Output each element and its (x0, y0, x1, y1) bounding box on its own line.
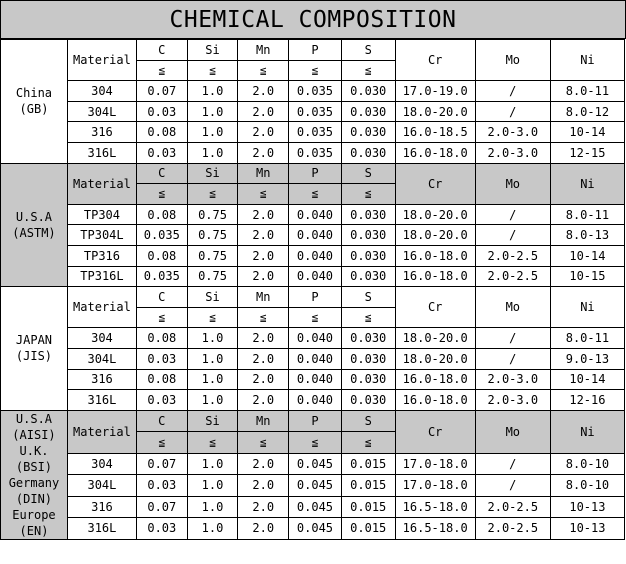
material-cell: 304L (67, 475, 136, 497)
value-s: 0.030 (341, 369, 395, 390)
group-header-row (1, 163, 625, 184)
table-row (1, 518, 625, 540)
value-ni: 8.0-13 (550, 225, 624, 246)
value-si: 1.0 (187, 496, 238, 518)
value-p: 0.035 (289, 81, 342, 102)
table-row (1, 266, 625, 287)
value-s: 0.030 (341, 328, 395, 349)
value-ni: 8.0-10 (550, 453, 624, 475)
region-line: (AISI) (12, 427, 56, 442)
value-cr: 16.0-18.5 (395, 122, 475, 143)
element-header-c: C (136, 163, 187, 184)
max-limit-symbol: ≦ (238, 307, 289, 328)
value-si: 1.0 (187, 101, 238, 122)
region-line: U.S.A (15, 411, 53, 426)
material-cell: TP316L (67, 266, 136, 287)
value-si: 1.0 (187, 348, 238, 369)
element-header-mn: Mn (238, 163, 289, 184)
value-c: 0.07 (136, 453, 187, 475)
value-ni: 8.0-11 (550, 81, 624, 102)
value-cr: 16.5-18.0 (395, 496, 475, 518)
region-line: (ASTM) (12, 225, 56, 240)
ni-header: Ni (550, 287, 624, 328)
value-mn: 2.0 (238, 348, 289, 369)
value-c: 0.08 (136, 328, 187, 349)
value-mn: 2.0 (238, 518, 289, 540)
value-mn: 2.0 (238, 369, 289, 390)
region-label (1, 410, 68, 539)
value-mn: 2.0 (238, 453, 289, 475)
value-cr: 17.0-18.0 (395, 475, 475, 497)
value-p: 0.035 (289, 142, 342, 163)
value-c: 0.07 (136, 496, 187, 518)
value-si: 1.0 (187, 369, 238, 390)
element-header-c: C (136, 410, 187, 432)
value-mo: 2.0-3.0 (475, 142, 550, 163)
value-mo: 2.0-3.0 (475, 122, 550, 143)
value-si: 1.0 (187, 122, 238, 143)
material-cell: 304 (67, 453, 136, 475)
value-p: 0.045 (289, 496, 342, 518)
value-c: 0.03 (136, 390, 187, 411)
mo-header: Mo (475, 410, 550, 453)
element-header-s: S (341, 287, 395, 308)
value-mo: / (475, 348, 550, 369)
value-si: 1.0 (187, 328, 238, 349)
value-mo: / (475, 81, 550, 102)
value-p: 0.035 (289, 122, 342, 143)
table-row (1, 475, 625, 497)
value-mo: 2.0-3.0 (475, 369, 550, 390)
value-mn: 2.0 (238, 266, 289, 287)
value-si: 1.0 (187, 518, 238, 540)
value-c: 0.08 (136, 122, 187, 143)
value-mo: / (475, 225, 550, 246)
material-cell: 304L (67, 101, 136, 122)
value-s: 0.030 (341, 266, 395, 287)
ni-header: Ni (550, 163, 624, 204)
max-limit-symbol: ≦ (136, 60, 187, 81)
value-ni: 10-13 (550, 518, 624, 540)
value-ni: 8.0-11 (550, 328, 624, 349)
value-s: 0.030 (341, 142, 395, 163)
value-ni: 8.0-12 (550, 101, 624, 122)
table-row (1, 390, 625, 411)
element-header-p: P (289, 410, 342, 432)
value-ni: 9.0-13 (550, 348, 624, 369)
max-limit-symbol: ≦ (289, 432, 342, 454)
value-mo: / (475, 204, 550, 225)
material-cell: 316 (67, 122, 136, 143)
value-s: 0.030 (341, 81, 395, 102)
element-header-mn: Mn (238, 40, 289, 61)
region-line: Germany (8, 475, 60, 490)
value-si: 1.0 (187, 390, 238, 411)
value-si: 1.0 (187, 142, 238, 163)
material-cell: TP304L (67, 225, 136, 246)
value-s: 0.015 (341, 475, 395, 497)
value-ni: 10-14 (550, 245, 624, 266)
material-header: Material (67, 410, 136, 453)
value-mn: 2.0 (238, 245, 289, 266)
value-cr: 16.5-18.0 (395, 518, 475, 540)
value-ni: 10-15 (550, 266, 624, 287)
value-mo: 2.0-2.5 (475, 496, 550, 518)
table-row (1, 453, 625, 475)
value-cr: 17.0-19.0 (395, 81, 475, 102)
value-p: 0.040 (289, 369, 342, 390)
page-title: CHEMICAL COMPOSITION (0, 0, 626, 39)
max-limit-symbol: ≦ (289, 60, 342, 81)
value-c: 0.03 (136, 518, 187, 540)
value-p: 0.040 (289, 266, 342, 287)
element-header-s: S (341, 163, 395, 184)
material-cell: TP316 (67, 245, 136, 266)
value-p: 0.040 (289, 328, 342, 349)
region-line: Europe (12, 507, 56, 522)
max-limit-symbol: ≦ (136, 307, 187, 328)
value-c: 0.03 (136, 101, 187, 122)
value-c: 0.03 (136, 475, 187, 497)
group-header-row (1, 287, 625, 308)
cr-header: Cr (395, 40, 475, 81)
value-cr: 16.0-18.0 (395, 142, 475, 163)
value-s: 0.030 (341, 101, 395, 122)
value-s: 0.030 (341, 348, 395, 369)
value-mn: 2.0 (238, 328, 289, 349)
value-c: 0.07 (136, 81, 187, 102)
table-row (1, 496, 625, 518)
value-p: 0.045 (289, 475, 342, 497)
value-s: 0.030 (341, 245, 395, 266)
material-header: Material (67, 40, 136, 81)
value-p: 0.040 (289, 348, 342, 369)
value-p: 0.040 (289, 390, 342, 411)
element-header-p: P (289, 40, 342, 61)
value-mn: 2.0 (238, 390, 289, 411)
value-cr: 16.0-18.0 (395, 369, 475, 390)
mo-header: Mo (475, 287, 550, 328)
value-s: 0.015 (341, 518, 395, 540)
value-cr: 18.0-20.0 (395, 348, 475, 369)
value-c: 0.035 (136, 266, 187, 287)
value-cr: 18.0-20.0 (395, 225, 475, 246)
cr-header: Cr (395, 163, 475, 204)
material-cell: 304L (67, 348, 136, 369)
region-lines (1, 411, 67, 539)
region-lines (1, 209, 67, 241)
cr-header: Cr (395, 410, 475, 453)
value-cr: 16.0-18.0 (395, 390, 475, 411)
value-mn: 2.0 (238, 142, 289, 163)
table-row (1, 101, 625, 122)
value-s: 0.015 (341, 496, 395, 518)
region-line: U.K. (19, 443, 49, 458)
table-row (1, 328, 625, 349)
value-s: 0.030 (341, 225, 395, 246)
value-si: 0.75 (187, 245, 238, 266)
value-mn: 2.0 (238, 225, 289, 246)
value-c: 0.035 (136, 225, 187, 246)
ni-header: Ni (550, 410, 624, 453)
value-p: 0.040 (289, 225, 342, 246)
element-header-mn: Mn (238, 410, 289, 432)
max-limit-symbol: ≦ (136, 432, 187, 454)
value-s: 0.030 (341, 390, 395, 411)
material-cell: TP304 (67, 204, 136, 225)
value-ni: 8.0-11 (550, 204, 624, 225)
material-cell: 304 (67, 328, 136, 349)
element-header-si: Si (187, 163, 238, 184)
value-si: 0.75 (187, 266, 238, 287)
max-limit-symbol: ≦ (187, 184, 238, 205)
mo-header: Mo (475, 40, 550, 81)
value-cr: 16.0-18.0 (395, 266, 475, 287)
ni-header: Ni (550, 40, 624, 81)
group-header-row (1, 410, 625, 432)
value-cr: 18.0-20.0 (395, 328, 475, 349)
value-ni: 10-14 (550, 122, 624, 143)
value-cr: 16.0-18.0 (395, 245, 475, 266)
region-lines (1, 85, 67, 117)
cr-header: Cr (395, 287, 475, 328)
value-cr: 18.0-20.0 (395, 204, 475, 225)
value-mo: 2.0-2.5 (475, 266, 550, 287)
region-line: (GB) (19, 102, 49, 117)
value-mn: 2.0 (238, 101, 289, 122)
material-cell: 316 (67, 369, 136, 390)
value-c: 0.08 (136, 245, 187, 266)
table-row (1, 245, 625, 266)
table-row (1, 369, 625, 390)
table-row (1, 122, 625, 143)
max-limit-symbol: ≦ (341, 60, 395, 81)
max-limit-symbol: ≦ (341, 307, 395, 328)
value-c: 0.03 (136, 348, 187, 369)
max-limit-symbol: ≦ (187, 60, 238, 81)
value-si: 1.0 (187, 475, 238, 497)
value-si: 1.0 (187, 453, 238, 475)
material-cell: 316L (67, 518, 136, 540)
table-row (1, 225, 625, 246)
material-cell: 316L (67, 142, 136, 163)
material-cell: 304 (67, 81, 136, 102)
value-mn: 2.0 (238, 475, 289, 497)
value-si: 0.75 (187, 204, 238, 225)
value-p: 0.035 (289, 101, 342, 122)
region-line: (JIS) (15, 349, 53, 364)
value-mn: 2.0 (238, 204, 289, 225)
max-limit-symbol: ≦ (136, 184, 187, 205)
value-mo: / (475, 453, 550, 475)
value-si: 1.0 (187, 81, 238, 102)
region-line: (BSI) (15, 459, 53, 474)
value-ni: 8.0-10 (550, 475, 624, 497)
region-line: JAPAN (15, 333, 53, 348)
region-line: China (15, 86, 53, 101)
value-c: 0.03 (136, 142, 187, 163)
max-limit-symbol: ≦ (289, 307, 342, 328)
element-header-si: Si (187, 287, 238, 308)
group-header-row (1, 40, 625, 61)
element-header-si: Si (187, 410, 238, 432)
value-si: 0.75 (187, 225, 238, 246)
value-cr: 17.0-18.0 (395, 453, 475, 475)
value-mn: 2.0 (238, 81, 289, 102)
value-mo: 2.0-2.5 (475, 245, 550, 266)
value-mn: 2.0 (238, 122, 289, 143)
material-header: Material (67, 287, 136, 328)
value-mo: 2.0-2.5 (475, 518, 550, 540)
value-s: 0.015 (341, 453, 395, 475)
element-header-p: P (289, 163, 342, 184)
element-header-c: C (136, 40, 187, 61)
table-row (1, 348, 625, 369)
element-header-s: S (341, 40, 395, 61)
max-limit-symbol: ≦ (341, 184, 395, 205)
composition-table-body (1, 40, 625, 540)
value-cr: 18.0-20.0 (395, 101, 475, 122)
value-c: 0.08 (136, 369, 187, 390)
table-row (1, 81, 625, 102)
region-lines (1, 332, 67, 364)
element-header-p: P (289, 287, 342, 308)
table-row (1, 204, 625, 225)
region-line: (DIN) (15, 491, 53, 506)
value-p: 0.045 (289, 453, 342, 475)
value-c: 0.08 (136, 204, 187, 225)
value-ni: 12-16 (550, 390, 624, 411)
element-header-s: S (341, 410, 395, 432)
value-ni: 10-13 (550, 496, 624, 518)
value-mo: / (475, 101, 550, 122)
value-p: 0.040 (289, 245, 342, 266)
max-limit-symbol: ≦ (238, 184, 289, 205)
element-header-c: C (136, 287, 187, 308)
value-mo: / (475, 475, 550, 497)
region-label (1, 287, 68, 411)
max-limit-symbol: ≦ (187, 307, 238, 328)
max-limit-symbol: ≦ (341, 432, 395, 454)
max-limit-symbol: ≦ (289, 184, 342, 205)
value-mn: 2.0 (238, 496, 289, 518)
value-s: 0.030 (341, 204, 395, 225)
value-p: 0.040 (289, 204, 342, 225)
mo-header: Mo (475, 163, 550, 204)
value-s: 0.030 (341, 122, 395, 143)
max-limit-symbol: ≦ (238, 432, 289, 454)
value-ni: 12-15 (550, 142, 624, 163)
region-line: U.S.A (15, 209, 53, 224)
value-mo: 2.0-3.0 (475, 390, 550, 411)
region-line: (EN) (19, 523, 49, 538)
composition-table (0, 39, 625, 540)
max-limit-symbol: ≦ (238, 60, 289, 81)
value-ni: 10-14 (550, 369, 624, 390)
value-p: 0.045 (289, 518, 342, 540)
material-cell: 316 (67, 496, 136, 518)
material-header: Material (67, 163, 136, 204)
element-header-mn: Mn (238, 287, 289, 308)
region-label (1, 40, 68, 164)
region-label (1, 163, 68, 287)
material-cell: 316L (67, 390, 136, 411)
element-header-si: Si (187, 40, 238, 61)
value-mo: / (475, 328, 550, 349)
table-row (1, 142, 625, 163)
max-limit-symbol: ≦ (187, 432, 238, 454)
